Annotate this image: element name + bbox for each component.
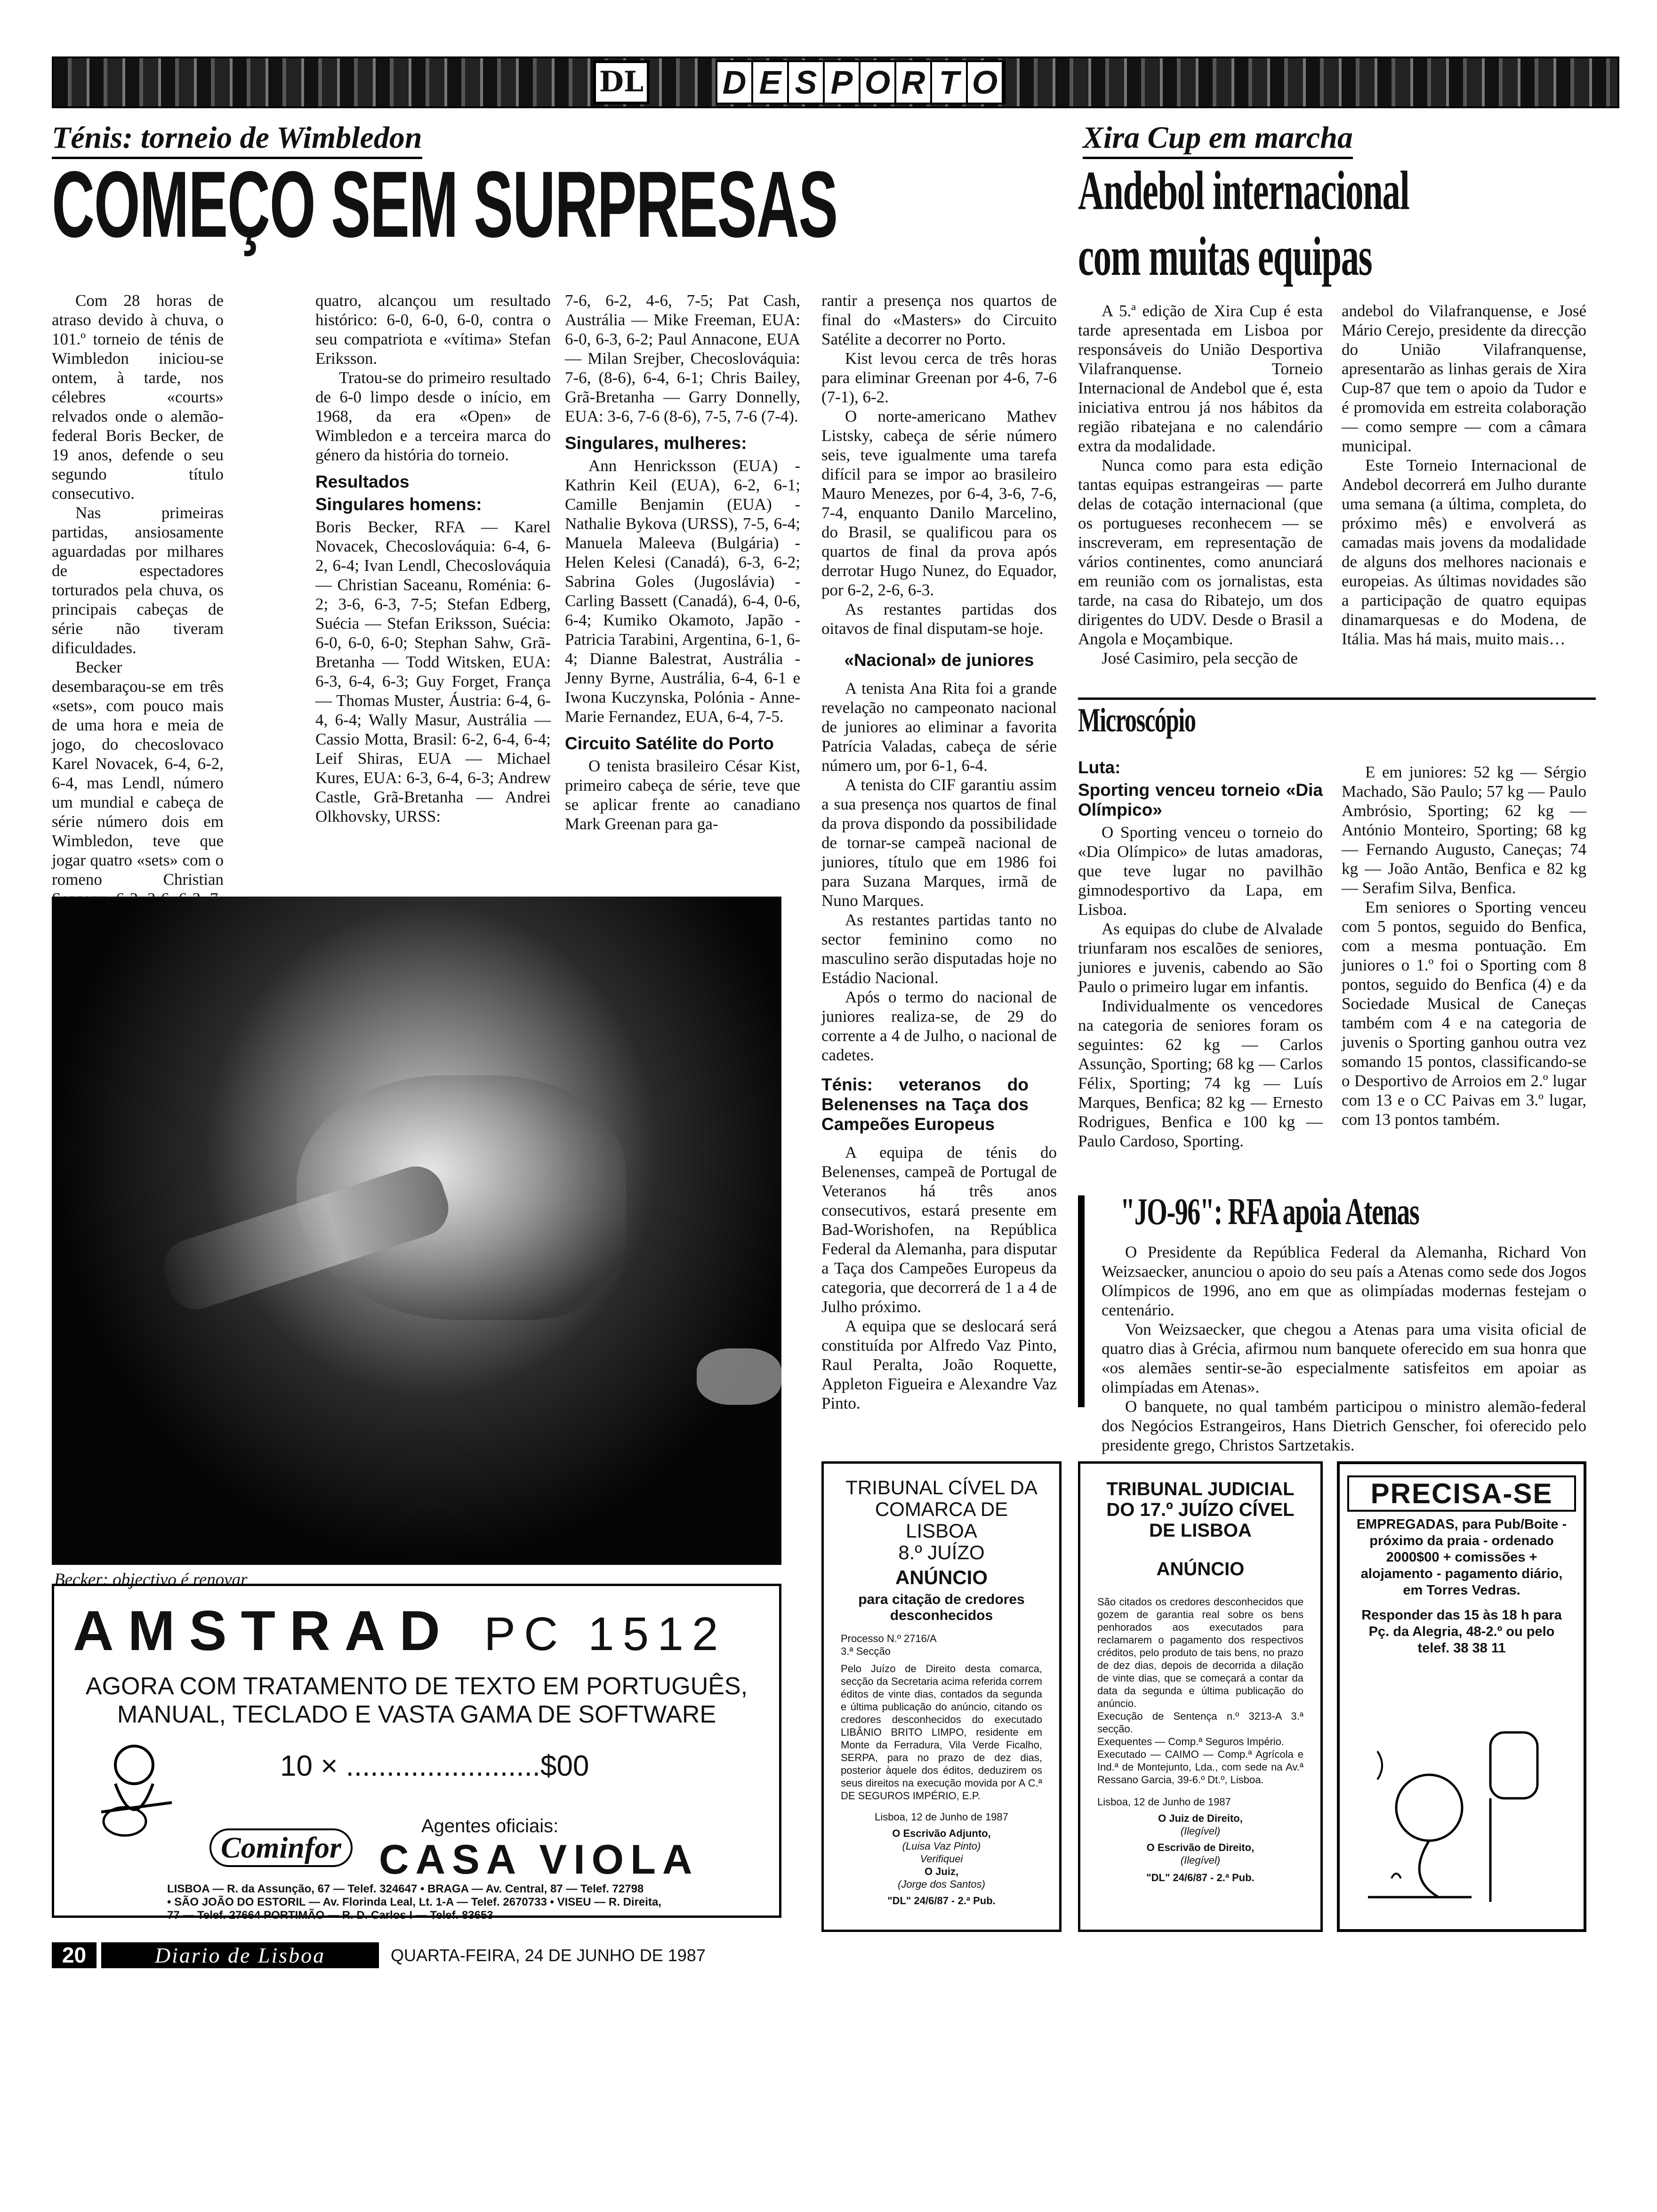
main-column-2: [315, 291, 551, 826]
section-letter: O: [968, 62, 1004, 103]
court2-clerk-name: (Ilegível): [1180, 1854, 1221, 1866]
xira-column-2: [1342, 301, 1586, 649]
paragraph: andebol do Vilafranquense, e José Mário Cerejo, presidente da direcção do União Vilafranquense, apresentarão as linhas gerais de Xira Cup-87 que tem o apoio da Tudor e é promovida em estreita colaboração — como sempre — com a câmara municipal.: [1342, 302, 1586, 455]
court1-processo: Processo N.º 2716/A: [841, 1633, 937, 1644]
paragraph: José Casimiro, pela secção de: [1102, 649, 1298, 667]
address-line: • SÃO JOÃO DO ESTORIL — Av. Florinda Leal, Lt. 1-A — Telef. 2670733 • VISEU — R. Direita,: [167, 1896, 661, 1908]
paragraph: O tenista brasileiro César Kist, primeiro cabeça de série, teve que se aplicar frente ao canadiano Mark Greenan para ga-: [565, 757, 800, 833]
section-letter: D: [717, 62, 753, 103]
dl-logo: DL: [593, 60, 650, 104]
subheading: Circuito Satélite do Porto: [565, 734, 774, 753]
section-letter: T: [932, 62, 968, 103]
subheading: Sporting venceu torneio «Dia Olímpico»: [1078, 780, 1323, 819]
paragraph: A tenista Ana Rita foi a grande revelação no campeonato nacional de juniores ao eliminar a favorita Patrícia Valadas, cabeça de série número um, por 6-1, 6-4.: [821, 679, 1057, 775]
paragraph: Kist levou cerca de três horas para eliminar Greenan por 4-6, 7-6 (7-1), 6-2.: [821, 349, 1057, 406]
jo96-headline: "JO-96": RFA apoia Atenas: [1120, 1191, 1419, 1233]
address-line: 77 — Telef. 27664 PORTIMÃO — R. D. Carlos I — Telef. 83653: [167, 1909, 493, 1922]
amstrad-line1: AGORA COM TRATAMENTO DE TEXTO EM PORTUGUÊS,: [85, 1673, 748, 1700]
court2-signature-name: (Ilegível): [1180, 1825, 1221, 1837]
paragraph: Von Weizsaecker, que chegou a Atenas para uma visita oficial de quatro dias à Grécia, afirmou num banquete oferecido em sua honra que «os alemães sentir-se-ão especialmente satisfeitos em apoiar as olimpíadas em Atenas».: [1102, 1320, 1586, 1396]
court1-judge-name: (Jorge dos Santos): [898, 1878, 985, 1890]
jo96-body: [1102, 1242, 1586, 1455]
paragraph: Este Torneio Internacional de Andebol decorrerá em Julho durante uma semana (a última, completa, do próximo mês) e envolverá as camadas mais jovens da modalidade de alguns dos melhores nacionais e europeias. As últimas novidades são a participação de quatro equipas dinamarquesas e do Modena, de Itália. Mas há mais, muito mais…: [1342, 456, 1586, 648]
main-column-3: [565, 291, 800, 834]
micro-column-2: [1342, 762, 1586, 1129]
subheading: Ténis: veteranos do Belenenses na Taça dos Campeões Europeus: [821, 1075, 1029, 1134]
main-headline: COMEÇO SEM SURPRESAS: [52, 152, 838, 257]
photo-caption: Becker: objectivo é renovar: [54, 1570, 248, 1589]
court2-signature: O Juiz de Direito,: [1158, 1812, 1243, 1824]
paragraph: O banquete, no qual também participou o ministro alemão-federal dos Negócios Estrangeiros, Hans Dietrich Genscher, foi oferecido pelo presidente grego, Christos Sartzetakis.: [1102, 1397, 1586, 1454]
court-notice-1: [821, 1461, 1062, 1932]
amstrad-addresses: [167, 1883, 661, 1922]
court2-body: São citados os credores desconhecidos que gozem de garantia real sobre os bens penhorados aos executados para reclamarem o pagamento dos respectivos créditos, pelo produto de tais bens, no prazo de dez dias, depois de decorrida a dilação de vinte dias, que se começará a contar da data da segunda e última publicação do anúncio.: [1097, 1596, 1303, 1709]
court2-body: Executado — CAIMO — Comp.ª Agrícola e Ind.ª de Montejunto, Lda., com sede na Av.ª Ressano Garcia, 39-6.º Dt.º, Lisboa.: [1097, 1748, 1303, 1786]
xira-headline-1: Andebol internacional: [1078, 160, 1409, 221]
main-kicker: Ténis: torneio de Wimbledon: [52, 120, 422, 159]
guitar-character-icon: [82, 1741, 191, 1845]
section-letter: E: [753, 62, 789, 103]
rule: [1078, 697, 1596, 700]
paragraph: As restantes partidas tanto no sector feminino como no masculino serão disputadas hoje no Estádio Nacional.: [821, 911, 1057, 987]
court1-ref: "DL" 24/6/87 - 2.ª Pub.: [887, 1895, 996, 1907]
court2-title: TRIBUNAL JUDICIAL DO 17.º JUÍZO CÍVEL DE LISBOA: [1106, 1479, 1295, 1541]
paragraph: rantir a presença nos quartos de final do «Masters» do Circuito Satélite a decorrer no Porto.: [821, 291, 1057, 348]
casa-viola: CASA VIOLA: [379, 1836, 699, 1883]
paragraph: E em juniores: 52 kg — Sérgio Machado, São Paulo; 57 kg — Paulo Ambrósio, Sporting; 62 kg — António Monteiro, Sporting; 68 kg — Fernando Augusto, Caneças; 74 kg — João Antão, Benfica e 82 kg — Serafim Silva, Benfica.: [1342, 763, 1586, 897]
subheading: «Nacional» de juniores: [844, 650, 1034, 670]
paragraph: Becker desembaraçou-se em três «sets», com pouco mais de uma hora e meia de jogo, do checoslovaco Karel Novacek, 6-4, 6-2, 6-4, mas Lendl, número um mundial e cabeça de série número dois em Wimbledon, teve que jogar quatro «sets» com o romeno Christian: [52, 658, 224, 889]
xira-column-1: [1078, 301, 1323, 668]
court-notice-2: [1078, 1461, 1323, 1932]
newspaper-name: Diario de Lisboa: [101, 1942, 379, 1968]
paragraph: O Presidente da República Federal da Alemanha, Richard Von Weizsaecker, anunciou o apoio do seu país a Atenas como sede dos Jogos Olímpicos de 1996, ano em que as olimpíadas modernas festejam o centenário.: [1102, 1243, 1586, 1319]
court1-verify: Verifiquei: [920, 1853, 963, 1865]
court2-anuncio: ANÚNCIO: [1156, 1559, 1245, 1579]
court2-body: Execução de Sentença n.º 3213-A 3.ª secção.: [1097, 1710, 1303, 1735]
agents-label: Agentes oficiais:: [421, 1816, 559, 1836]
amstrad-ad: [52, 1584, 781, 1922]
court1-anuncio: ANÚNCIO: [895, 1566, 988, 1588]
amstrad-price: 10 × ........................$00: [280, 1750, 589, 1782]
court2-ref: "DL" 24/6/87 - 2.ª Pub.: [1146, 1872, 1255, 1883]
paragraph: Após o termo do nacional de juniores realiza-se, de 29 do corrente a 4 de Julho, o nacional de cadetes.: [821, 988, 1057, 1064]
page-number: 20: [52, 1942, 97, 1968]
subheading: Luta:: [1078, 758, 1121, 777]
court1-seccao: 3.ª Secção: [841, 1645, 891, 1657]
court2-clerk: O Escrivão de Direito,: [1146, 1842, 1255, 1853]
court1-signature: O Escrivão Adjunto,: [892, 1827, 991, 1839]
court1-subtitle: para citação de credores desconhecidos: [858, 1592, 1025, 1623]
paragraph: A equipa que se deslocará será constituída por Alfredo Vaz Pinto, Raul Peralta, João Roquette, Appleton Figueira e Alexandre Vaz Pinto.: [821, 1317, 1057, 1412]
main-column-4: [821, 291, 1057, 1413]
amstrad-model: PC 1512: [484, 1608, 727, 1660]
paragraph: O Sporting venceu o torneio do «Dia Olímpico» de lutas amadoras, que teve lugar no pavilhão gimnodesportivo da Lapa, em Lisboa.: [1078, 823, 1323, 919]
court1-body: Pelo Juízo de Direito desta comarca, secção da Secretaria acima referida correm éditos de vinte dias, contados da segunda e última publicação do anúncio, citando os credores desconhecidos do executado LIBÂNIO BRITO LIMPO, residente em Monte da Ferradura, Vila Verde Ficalho, SERPA, para no prazo de dez dias, posterior àquele dos éditos, deduzirem os seus direitos na execução movida por A C.ª DE SEGUROS IMPÉRIO, E.P.: [841, 1663, 1042, 1802]
paragraph: quatro, alcançou um resultado histórico: 6-0, 6-0, 6-0, contra o seu compatriota e «vítima» Stefan Eriksson.: [315, 291, 551, 368]
court1-juizo: 8.º JUÍZO: [898, 1541, 985, 1563]
cominfor-logo: Cominfor: [209, 1828, 353, 1867]
micro-column-1: [1078, 758, 1323, 1151]
paragraph: A equipa de ténis do Belenenses, campeã de Portugal de Veteranos há três anos consecutivos, estará presente em Bad-Worishofen, na República Federal da Alemanha, para disputar a Taça dos Campeões Europeus da categoria, que decorrerá de 1 a 4 de Julho próximo.: [821, 1143, 1057, 1316]
court1-title: TRIBUNAL CÍVEL DA COMARCA DE LISBOA: [845, 1476, 1038, 1542]
classified-ad: [1337, 1461, 1586, 1932]
section-letter: R: [896, 62, 932, 103]
section-letter: S: [789, 62, 825, 103]
paragraph: A 5.ª edição de Xira Cup é esta tarde apresentada em Lisboa por responsáveis do União Desportiva Vilafranquense. Torneio Internacional de Andebol que é, esta iniciativa entrou já nos hábitos da região ribatejana e no calendário extra da modalidade.: [1078, 302, 1323, 455]
jo96-bar: [1078, 1195, 1085, 1407]
paragraph: As equipas do clube de Alvalade triunfaram nos escalões de seniores, juniores e juvenis, cabendo ao São Paulo o primeiro lugar em infantis.: [1078, 920, 1323, 996]
paragraph: Nunca como para esta edição tantas equipas estrangeiras — parte delas de cotação internacional (que os portugueses reconhecem — se inscreveram, em representação de vários continentes, como anunciará em reunião com os jornalistas, esta tarde, na casa do Ribatejo, um dos dirigentes do UDV. Desde o Brasil a Angola e Moçambique.: [1078, 456, 1323, 648]
amstrad-brand: AMSTRAD: [73, 1599, 454, 1662]
court2-body: Exequentes — Comp.ª Seguros Império.: [1097, 1736, 1284, 1747]
subheading: Singulares, mulheres:: [565, 433, 747, 453]
paragraph: Tratou-se do primeiro resultado de 6-0 limpo desde o início, em 1968, da era «Open» de Wimbledon e a terceira marca do género da história do torneio.: [315, 369, 551, 464]
paragraph: Com 28 horas de atraso devido à chuva, o 101.º torneio de ténis de Wimbledon iniciou-se ontem, à tarde, nos célebres «courts» relvados onde o alemão-federal Boris Becker, de 19 anos, defende o seu segundo título consecutivo.: [52, 291, 224, 503]
paragraph: O norte-americano Mathev Listsky, cabeça de série número seis, teve igualmente uma tarefa difícil para se impor ao brasileiro Mauro Menezes, por 6-4, 3-6, 7-6, 7-4, enquanto Danilo Marcelino, do Brasil, se qualificou para os quartos de final da prova após derrotar Hugo Nunez, do Equador, por 6-2, 2-6, 6-3.: [821, 407, 1057, 599]
becker-photo: [52, 897, 781, 1565]
issue-date: QUARTA-FEIRA, 24 DE JUNHO DE 1987: [391, 1946, 706, 1965]
paragraph: Boris Becker, RFA — Karel Novacek, Checoslováquia: 6-4, 6-2, 6-4; Ivan Lendl, Checoslováquia — Christian Saceanu, Roménia: 6-2; 3-6, 6-3, 7-5; Stefan Edberg, Suécia — Stefan Eriksson, Suécia: 6-0, 6-0, 6-0; Stephan Sahw, Grã-Bretanha — Todd Witsken, EUA: 6-3, 6-4, 6-3; Guy Forget, França — Thomas Muster, Áustria: 6-4, 6-4, 6-4; Wally Masur, Austrália — Cassio Motta, Brasil: 6-2, 6-4, 6-4; Leif Shiras, EUA — Michael Kures, EUA: 6-3, 6-4, 6-3; Andrew Castle, Grã-Bretanha — Andrei Olkhovsky, URSS:: [315, 518, 551, 825]
section-letter: P: [825, 62, 861, 103]
paragraph: Em seniores o Sporting venceu com 5 pontos, seguido do Benfica, com a mesma pontuação. Em juniores o 1.º foi o Sporting com 8 pontos, seguido do Benfica (4) e da Sociedade Musical de Caneças também com 4 e na categoria de juvenis o Sporting ganhou outra vez somando 15 pontos, classificando-se o Desportivo de Arroios em 2.º lugar com 13 e o CC Paivas em 3.º lugar, com 13 pontos também.: [1342, 898, 1586, 1129]
address-line: LISBOA — R. da Assunção, 67 — Telef. 324647 • BRAGA — Av. Central, 87 — Telef. 72798: [167, 1883, 644, 1895]
paragraph: 7-6, 6-2, 4-6, 7-5; Pat Cash, Austrália — Mike Freeman, EUA: 6-0, 6-3, 6-2; Paul Annacone, EUA — Milan Srejber, Checoslováquia: 7-6, (8-6), 6-4, 6-1; Chris Bailey, Grã-Bretanha — Garry Donnelly, EUA: 3-6, 7-6 (8-6), 7-5, 7-6 (7-4).: [565, 291, 800, 425]
paragraph: As restantes partidas dos oitavos de final disputam-se hoje.: [821, 600, 1057, 638]
paragraph: Nas primeiras partidas, ansiosamente aguardadas por milhares de espectadores torturados pela chuva, os principais cabeças de série não tiveram dificuldades.: [52, 504, 224, 657]
amstrad-brand-line: [73, 1600, 760, 1665]
subheading: Resultados: [315, 472, 410, 491]
classified-title: PRECISA-SE: [1347, 1475, 1576, 1512]
amstrad-line2: MANUAL, TECLADO E VASTA GAMA DE SOFTWARE: [117, 1701, 716, 1728]
court1-date: Lisboa, 12 de Junho de 1987: [875, 1811, 1008, 1823]
xira-kicker: Xira Cup em marcha: [1083, 120, 1353, 159]
paragraph: Individualmente os vencedores na categoria de seniores foram os seguintes: 62 kg — Carlos Assunção, Sporting; 68 kg — Carlos Félix, Sporting; 74 kg — Luís Marques, Benfica; 82 kg — Ernesto Rodrigues, Benfica e 100 kg — Paulo Cardoso, Sporting.: [1078, 997, 1323, 1150]
photo-hand: [697, 1348, 781, 1405]
section-letter: O: [861, 62, 896, 103]
classified-body: EMPREGADAS, para Pub/Boite - próximo da praia - ordenado 2000$00 + comissões + alojamento - pagamento diário, em Torres Vedras.: [1356, 1517, 1567, 1598]
court1-signature-name: (Luisa Vaz Pinto): [902, 1840, 981, 1852]
xira-headline-2: com muitas equipas: [1078, 225, 1372, 287]
micro-title: Microscópio: [1078, 701, 1196, 739]
cartoon-illustration-icon: [1349, 1699, 1575, 1921]
paragraph: A tenista do CIF garantiu assim a sua presença nos quartos de final da prova dispondo da possibilidade de tornar-se campeã nacional de juniores, título que em 1986 foi para Suzana Marques, irmã de Nuno Marques.: [821, 776, 1057, 910]
court1-judge: O Juiz,: [924, 1866, 959, 1877]
subheading: Singulares homens:: [315, 495, 482, 514]
section-title: [716, 60, 1005, 104]
classified-contact: Responder das 15 às 18 h para Pç. da Alegria, 48-2.º ou pelo telef. 38 38 11: [1361, 1608, 1562, 1656]
court2-date: Lisboa, 12 de Junho de 1987: [1097, 1796, 1231, 1808]
paragraph: Ann Henricksson (EUA) - Kathrin Keil (EUA), 6-2, 6-1; Camille Benjamin (EUA) - Nathalie Bykova (URSS), 7-5, 6-4; Manuela Maleeva (Bulgária) - Helen Kelesi (Canadá), 6-3, 6-2; Sabrina Goles (Jugoslávia) - Carling Bassett (Canadá), 6-4, 0-6, 6-4; Kumiko Okamoto, Japão - Patricia Tarabini, Argentina, 6-1, 6-4; Dianne Balestrat, Austrália - Jenny Byrne, Austrália, 6-4, 6-1 e Iwona Kuczynska, Polónia - Anne-Marie Fernandez, EUA, 6-4, 7-5.: [565, 457, 800, 726]
